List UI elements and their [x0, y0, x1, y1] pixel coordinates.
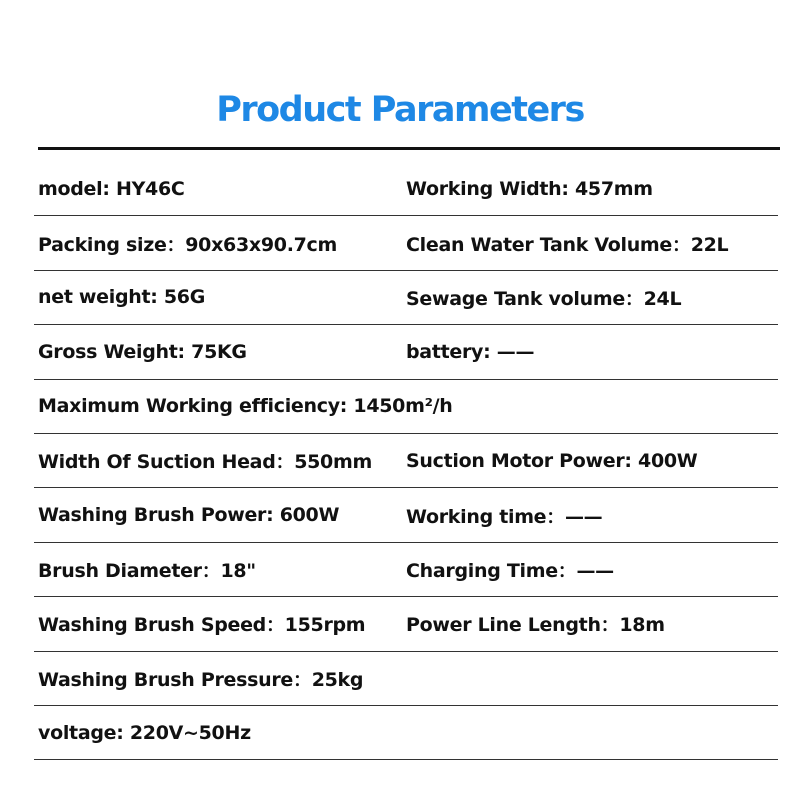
parameters-table — [34, 162, 778, 760]
param-max-working-efficiency: Maximum Working efficiency: 1450m²/h — [38, 395, 453, 418]
table-row — [34, 162, 778, 216]
param-gross-weight: Gross Weight: 75KG — [38, 340, 247, 363]
table-row — [34, 597, 778, 651]
param-battery: battery: —— — [406, 340, 535, 363]
param-model: model: HY46C — [38, 177, 185, 200]
param-charging-time: Charging Time：—— — [406, 559, 614, 582]
param-net-weight: net weight: 56G — [38, 286, 206, 309]
param-packing-size: Packing size：90x63x90.7cm — [38, 233, 337, 256]
table-row — [34, 325, 778, 379]
param-voltage: voltage: 220V~50Hz — [38, 721, 251, 744]
param-suction-motor-power: Suction Motor Power: 400W — [406, 449, 698, 472]
param-washing-brush-power: Washing Brush Power: 600W — [38, 504, 340, 527]
table-row — [34, 652, 778, 706]
param-sewage-tank-volume: Sewage Tank volume：24L — [406, 287, 682, 310]
table-row — [34, 216, 778, 270]
param-working-width: Working Width: 457mm — [406, 177, 653, 200]
param-suction-head-width: Width Of Suction Head：550mm — [38, 451, 372, 474]
table-row — [34, 380, 778, 434]
param-working-time: Working time：—— — [406, 505, 603, 528]
param-clean-water-tank-volume: Clean Water Tank Volume：22L — [406, 233, 729, 256]
param-washing-brush-speed: Washing Brush Speed：155rpm — [38, 614, 366, 637]
param-washing-brush-pressure: Washing Brush Pressure：25kg — [38, 668, 364, 691]
table-row — [34, 706, 778, 760]
table-row — [34, 543, 778, 597]
table-row — [34, 488, 778, 542]
param-power-line-length: Power Line Length：18m — [406, 614, 665, 637]
page-title: Product Parameters — [216, 90, 584, 130]
header-divider — [38, 147, 780, 150]
table-row — [34, 271, 778, 325]
param-brush-diameter: Brush Diameter：18" — [38, 559, 256, 582]
table-row — [34, 434, 778, 488]
